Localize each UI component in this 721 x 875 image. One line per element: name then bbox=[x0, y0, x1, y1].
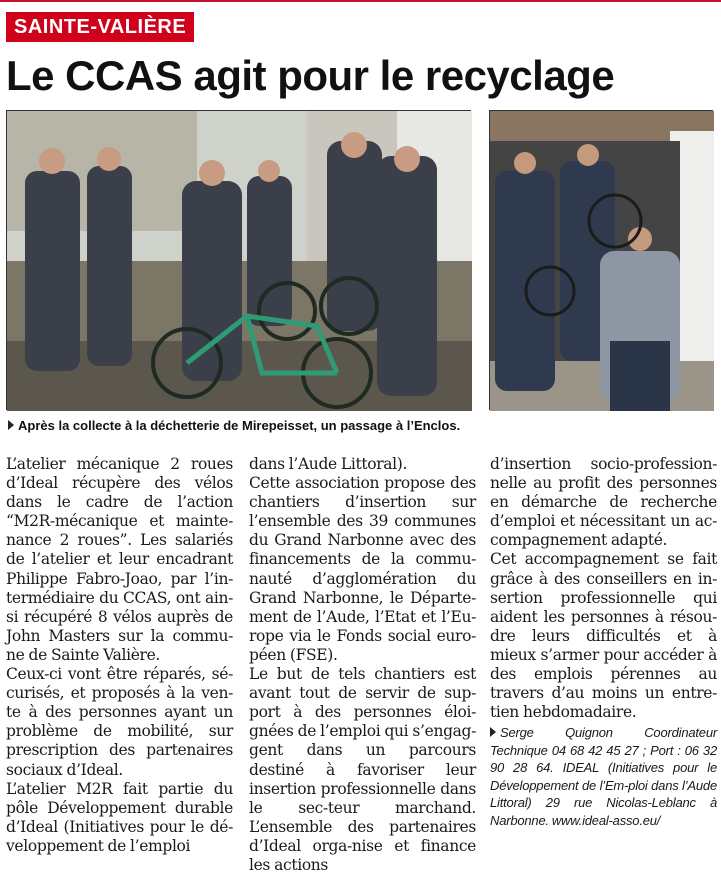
top-rule bbox=[0, 0, 721, 2]
section-kicker: SAINTE-VALIÈRE bbox=[6, 12, 194, 42]
paragraph: Le but de tels chantiers est avant tout de servir de sup-port à des personnes éloi-gnées de l’emploi qui s’engag-gent dans un parcours destiné à favoriser leur insertion professionnelle dans le sec-teur marchand. L’ensemble des partenaires d’Ideal orga-nise et finance les actions bbox=[249, 665, 476, 874]
article-column-2 bbox=[249, 455, 476, 875]
credit-arrow-icon bbox=[490, 727, 496, 737]
photo-caption bbox=[8, 418, 708, 433]
caption-arrow-icon bbox=[8, 420, 14, 430]
paragraph: dans l’Aude Littoral). bbox=[249, 455, 408, 473]
paragraph: L’atelier M2R fait partie du pôle Développement durable d’Ideal (Initiatives pour le dé-veloppement de l’emploi bbox=[6, 779, 233, 855]
paragraph: Ceux-ci vont être réparés, sé-curisés, et proposés à la ven-te à des personnes ayant un problème de mobilité, sur prescription des partenaires sociaux d’Ideal. bbox=[6, 665, 233, 779]
van-loading-bicycles-photo bbox=[489, 110, 713, 410]
contact-credit-text: Serge Quignon Coordinateur Technique 04 68 42 45 27 ; Port : 06 32 90 28 64. IDEAL (Initiatives pour le Développement de l’Em-ploi dans l’Aude Littoral) 29 rue Nicolas-Leblanc à Narbonne. www.ideal-asso.eu/ bbox=[490, 725, 717, 828]
article-column-1 bbox=[6, 455, 233, 856]
paragraph: L’atelier mécanique 2 roues d’Ideal récupère des vélos dans le cadre de l’action “M2R-mécanique et mainte-nance 2 roues”. Les salariés de l’atelier et leur encadrant Philippe Fabro-Joao, par l’in-termédiaire du CCAS, ont ain-si récupéré 8 vélos auprès de John Masters sur la commu-ne de Sainte Valière. bbox=[6, 455, 233, 664]
group-with-bicycles-photo bbox=[6, 110, 471, 410]
caption-text: Après la collecte à la déchetterie de Mirepeisset, un passage à l’Enclos. bbox=[18, 418, 461, 433]
contact-credit bbox=[490, 724, 717, 829]
paragraph: Cet accompagnement se fait grâce à des conseillers en in-sertion professionnelle qui aident les personnes à résou-dre leurs difficultés et à mieux s’armer pour accéder à des emplois pérennes au travers d’au moins un entre-tien hebdomadaire. bbox=[490, 550, 717, 722]
paragraph: d’insertion socio-profession-nelle au profit des personnes en démarche de recherche d’emploi et nécessitant un ac-compagnement adapté. bbox=[490, 455, 717, 550]
headline: Le CCAS agit pour le recyclage bbox=[6, 52, 615, 99]
paragraph: Cette association propose des chantiers d’insertion sur l’ensemble des 39 communes du Grand Narbonne avec des financements de la commu-nauté d’agglomération du Grand Narbonne, le Départe-ment de l’Aude, l’Etat et l’Eu-rope via le Fonds social euro-péen (FSE). bbox=[249, 474, 476, 664]
article-column-3 bbox=[490, 455, 717, 829]
